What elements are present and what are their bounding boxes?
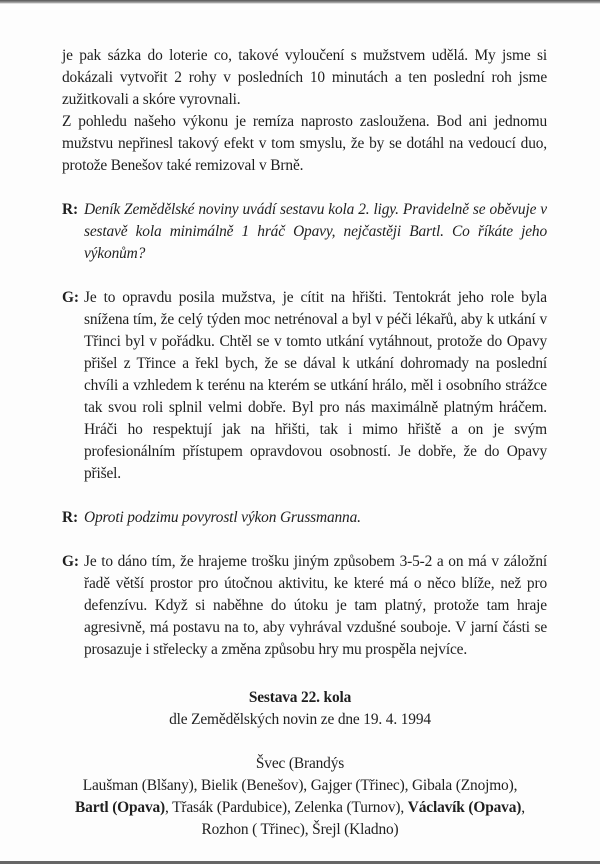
interview-answer-1 [62, 287, 547, 485]
question-text: Deník Zemědělské noviny uvádí sestavu kola 2. ligy. Pravidelně se oběvuje v sestavě kola minimálně 1 hráč Opavy, nejčastěji Bartl. Co říkáte jeho výkonům? [84, 201, 547, 262]
speaker-label: R: [62, 201, 78, 218]
answer-text: Je to opravdu posila mužstva, je cítit na hřišti. Tentokrát jeho role byla snížena tím, že celý týden moc netrénoval a byl v péči lékařů, aby k utkání v Třinci byl v pořádku. Chtěl se v tomto utkání vytáhnout, protože do Opavy přišel z Třince a řekl bych, že se dával k utkání dohromady na poslední chvíli a vzhledem k terénu na kterém se utkání hrálo, měl i osobního strážce tak svou roli splnil velmi dobře. Byl pro nás maximálně platným hráčem. Hráči ho respektují jak na hřišti, tak i mimo hřiště a on je svým profesionálním přístupem opravdovou osobností. Je dobře, že do Opavy přišel. [84, 289, 547, 482]
player-bartl: Bartl (Opava) [75, 799, 166, 816]
speaker-label: R: [62, 509, 78, 526]
speaker-label: G: [62, 289, 79, 306]
speaker-label: G: [62, 553, 79, 570]
question-text: Oproti podzimu povyrostl výkon Grussmanna. [84, 509, 361, 526]
lineup-line-3-end: , [521, 799, 525, 816]
lineup-title [40, 687, 560, 709]
lineup-line-3 [40, 797, 560, 819]
lineup-goalkeeper: Švec (Brandýs [255, 755, 345, 772]
lineup-section [40, 687, 560, 841]
lineup-line-2: Laušman (Blšany), Bielik (Benešov), Gajger (Třinec), Gibala (Znojmo), [82, 777, 518, 794]
interview-answer-2 [62, 551, 547, 661]
player-vaclavik: Václavík (Opava) [407, 799, 522, 816]
interview-question-2 [62, 507, 547, 529]
lineup-title-text: Sestava 22. kola [248, 689, 352, 706]
answer-text: Je to dáno tím, že hrajeme trošku jiným způsobem 3-5-2 a on má v záložní řadě větší prostor pro útočnou aktivitu, ke které má o něco blíže, než pro defenzívu. Když si naběhne do útoku je tam platný, protože tam hraje agresivně, má postavu na to, aby vyhrával vzdušné souboje. V jarní části se prosazuje i střelecky a změna způsobu hry mu prospěla nejvíce. [84, 553, 547, 658]
lineup-source: dle Zemědělských novin ze dne 19. 4. 1994 [169, 711, 431, 728]
paragraph-intro-2: Z pohledu našeho výkonu je remíza naprosto zasloužena. Bod ani jednomu mužstvu nepřinesl takový efekt v tom smyslu, že by se dotáhl na vedoucí duo, protože Benešov také remizoval v Brně. [62, 113, 547, 174]
interview-question-1 [62, 199, 547, 265]
lineup-line-4: Rozhon ( Třinec), Šrejl (Kladno) [201, 821, 399, 838]
scan-edge-top [0, 0, 600, 4]
paragraph-intro-1: je pak sázka do loterie co, takové vyloučení s mužstvem udělá. My jsme si dokázali vytvořit 2 rohy v posledních 10 minutách a ten poslední roh jsme zužitkovali a skóre vyrovnali. [62, 47, 547, 108]
lineup-line-3-middle: , Třasák (Pardubice), Zelenka (Turnov), [165, 799, 408, 816]
